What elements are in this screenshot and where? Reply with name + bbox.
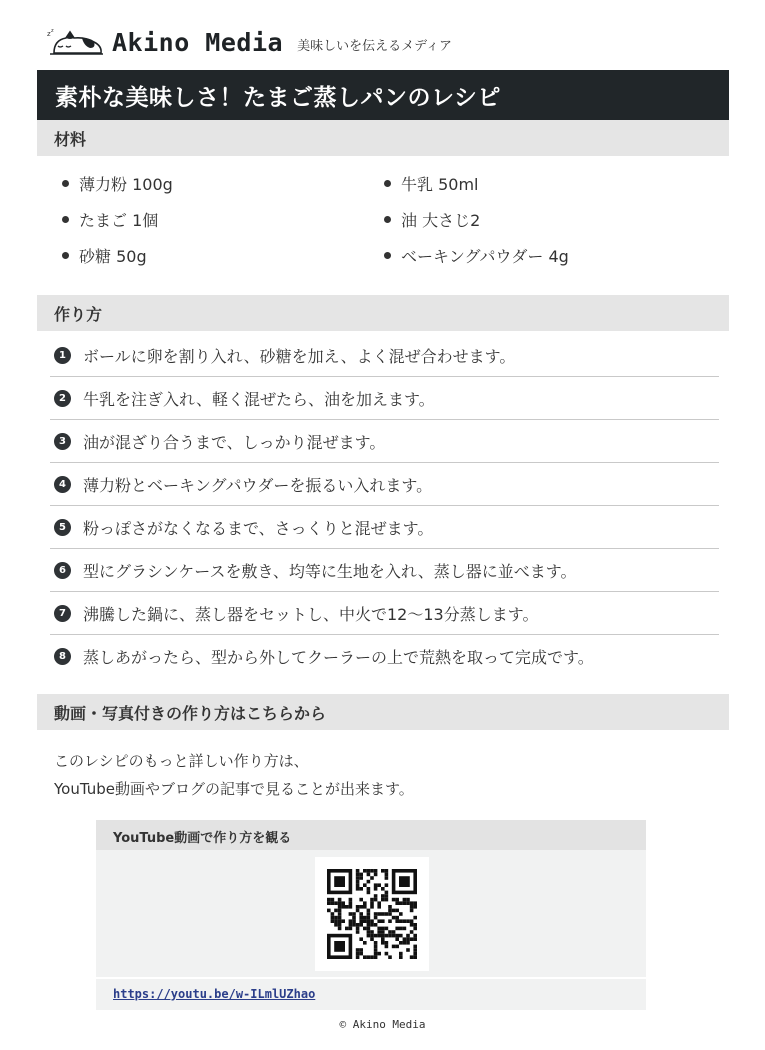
step-text: 蒸しあがったら、型から外してクーラーの上で荒熱を取って完成です。 <box>83 648 594 667</box>
youtube-box-title: YouTube動画で作り方を観る <box>113 831 292 846</box>
step-row <box>50 592 719 635</box>
video-heading: 動画・写真付きの作り方はこちらから <box>54 704 327 723</box>
qr-code-container <box>315 857 429 971</box>
ingredient-item <box>384 208 480 231</box>
bullet-icon <box>384 252 391 259</box>
ingredient-item <box>62 208 158 231</box>
step-number-badge: 6 <box>54 562 71 579</box>
step-row <box>50 549 719 592</box>
bullet-icon <box>384 216 391 223</box>
step-text: ボールに卵を割り入れ、砂糖を加え、よく混ぜ合わせます。 <box>83 347 516 366</box>
bullet-icon <box>384 180 391 187</box>
bullet-icon <box>62 216 69 223</box>
ingredient-label: 油 大さじ2 <box>401 211 481 230</box>
ingredients-heading: 材料 <box>54 130 87 149</box>
steps-heading: 作り方 <box>54 305 103 324</box>
ingredient-item <box>62 244 147 267</box>
step-text: 沸騰した鍋に、蒸し器をセットし、中火で12〜13分蒸します。 <box>83 605 539 624</box>
step-number-badge: 8 <box>54 648 71 665</box>
bullet-icon <box>62 180 69 187</box>
ingredient-item <box>62 172 173 195</box>
step-text: 油が混ざり合うまで、しっかり混ぜます。 <box>83 433 386 452</box>
video-description-line: このレシピのもっと詳しい作り方は、 <box>54 752 309 770</box>
step-text: 牛乳を注ぎ入れ、軽く混ぜたら、油を加えます。 <box>83 390 435 409</box>
ingredients-heading-bar <box>37 120 729 156</box>
youtube-box <box>96 820 646 1010</box>
svg-text:z: z <box>51 28 54 34</box>
step-row <box>50 334 719 377</box>
ingredient-label: 薄力粉 100g <box>79 175 173 194</box>
step-row <box>50 506 719 549</box>
bullet-icon <box>62 252 69 259</box>
step-number-badge: 5 <box>54 519 71 536</box>
youtube-box-header <box>96 820 646 850</box>
step-row <box>50 463 719 506</box>
ingredient-label: 牛乳 50ml <box>401 175 479 194</box>
step-text: 粉っぽさがなくなるまで、さっくりと混ぜます。 <box>83 519 434 538</box>
video-heading-bar <box>37 694 729 730</box>
recipe-title: 素朴な美味しさ！たまご蒸しパンのレシピ <box>55 85 501 111</box>
site-header <box>46 22 452 62</box>
step-number-badge: 2 <box>54 390 71 407</box>
divider <box>96 977 646 979</box>
step-number-badge: 4 <box>54 476 71 493</box>
ingredient-label: ベーキングパウダー 4g <box>401 247 569 266</box>
step-number-badge: 3 <box>54 433 71 450</box>
step-number-badge: 7 <box>54 605 71 622</box>
ingredient-item <box>384 244 569 267</box>
youtube-link[interactable]: https://youtu.be/w-ILmlUZhao <box>113 987 316 1001</box>
video-description-line: YouTube動画やブログの記事で見ることが出来ます。 <box>54 780 414 798</box>
step-text: 型にグラシンケースを敷き、均等に生地を入れ、蒸し器に並べます。 <box>83 562 577 581</box>
step-row <box>50 377 719 420</box>
sleeping-cat-icon <box>46 26 104 58</box>
ingredient-item <box>384 172 478 195</box>
qr-code[interactable] <box>315 857 429 971</box>
ingredient-label: たまご 1個 <box>79 211 159 230</box>
svg-text:z: z <box>47 30 51 38</box>
step-row <box>50 635 719 677</box>
copyright: © Akino Media <box>339 1018 426 1031</box>
brand-name: Akino Media <box>112 27 284 57</box>
step-text: 薄力粉とベーキングパウダーを振るい入れます。 <box>83 476 433 495</box>
step-row <box>50 420 719 463</box>
steps-heading-bar <box>37 295 729 331</box>
ingredient-label: 砂糖 50g <box>79 247 147 266</box>
recipe-title-bar <box>37 70 729 120</box>
step-number-badge: 1 <box>54 347 71 364</box>
brand-tagline: 美味しいを伝えるメディア <box>297 38 453 54</box>
